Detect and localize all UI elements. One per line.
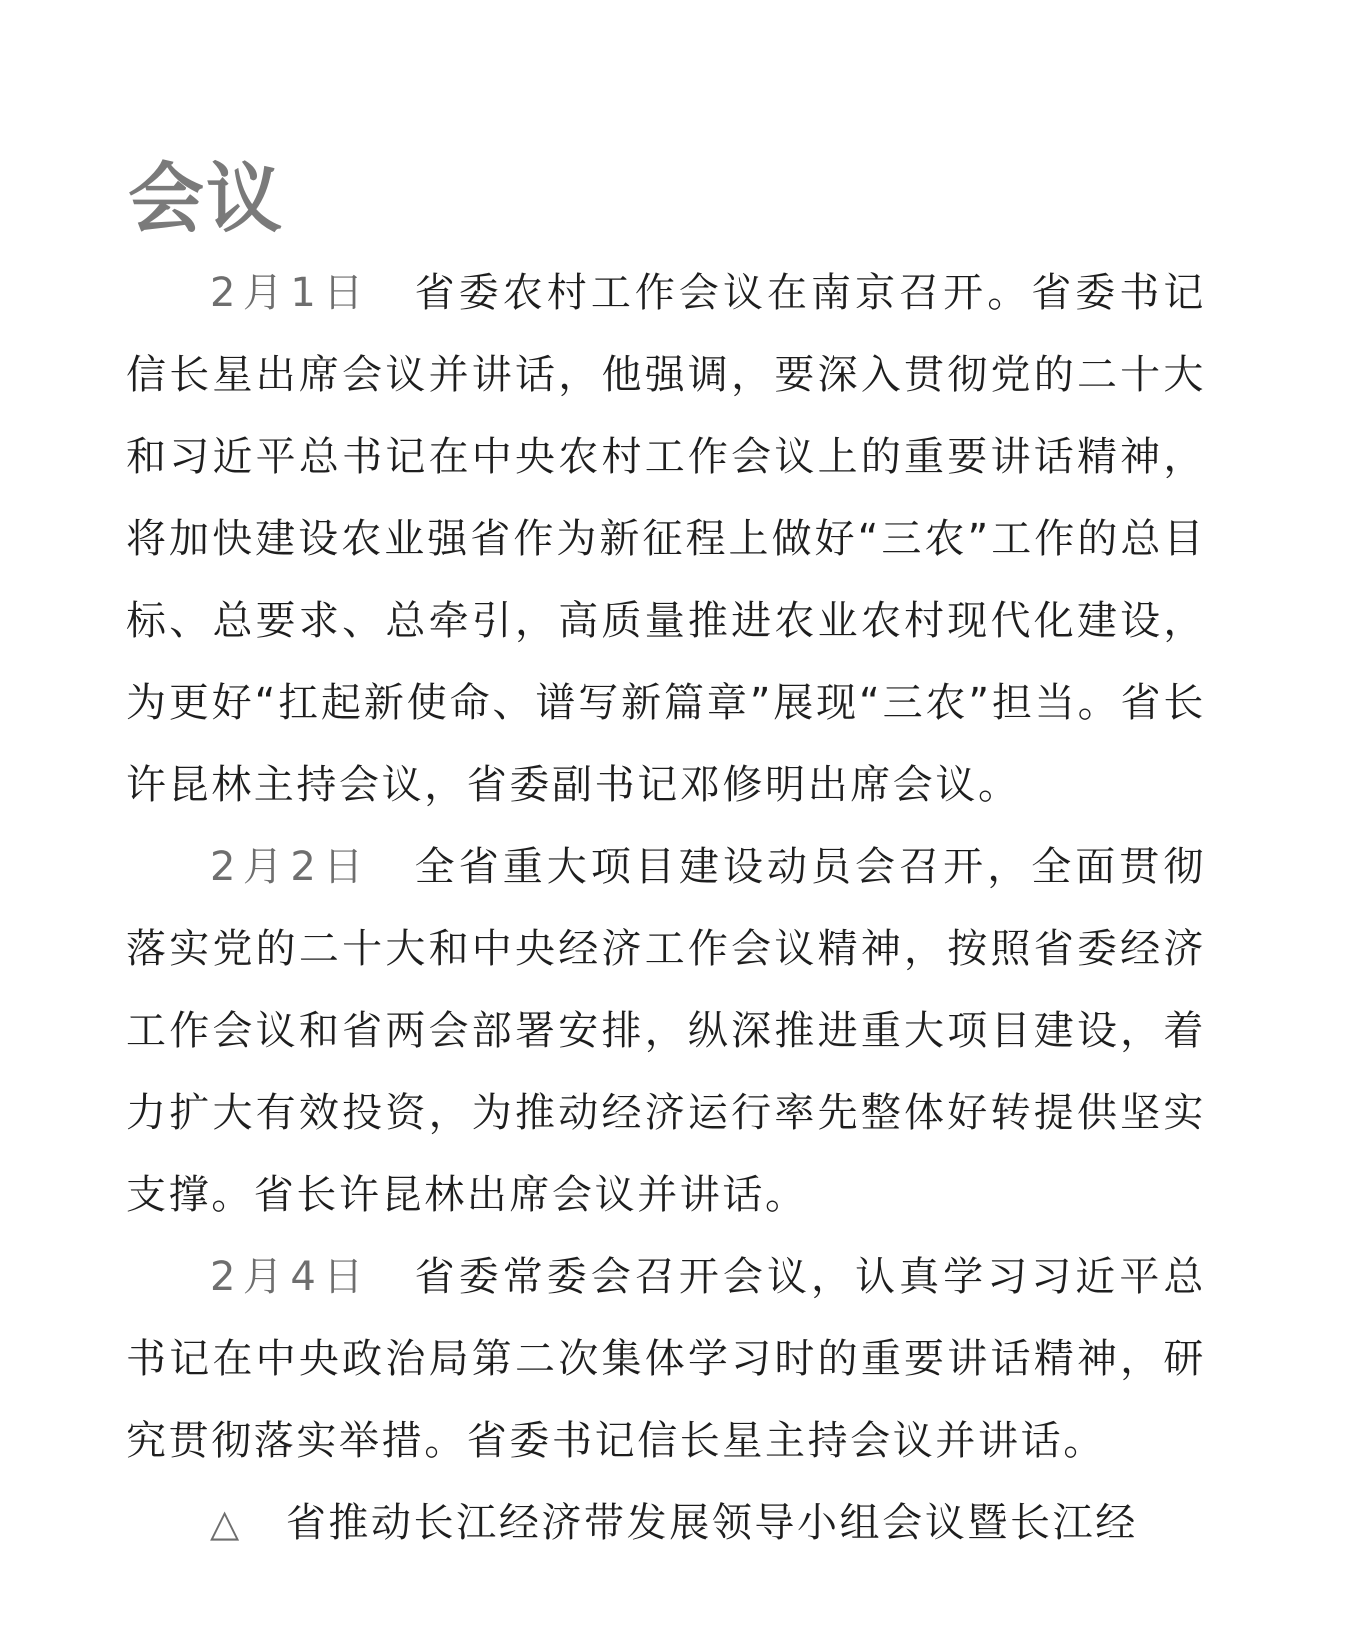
triangle-mark-icon: △ xyxy=(210,1501,242,1545)
entry-text: 省推动长江经济带发展领导小组会议暨长江经 xyxy=(285,1500,1138,1546)
section-title: 会议 xyxy=(128,153,284,243)
entry-feb-2 xyxy=(126,826,1206,1236)
entry-feb-4 xyxy=(126,1236,1206,1482)
entry-date: 2月4日 xyxy=(210,1254,371,1300)
entry-feb-4-continued xyxy=(126,1482,1206,1564)
entry-feb-1 xyxy=(126,252,1206,826)
entry-date: 2月1日 xyxy=(210,270,371,316)
entry-text: 省委常委会召开会议，认真学习习近平总书记在中央政治局第二次集体学习时的重要讲话精神，研究贯彻落实举措。省委书记信长星主持会议并讲话。 xyxy=(126,1254,1206,1464)
entry-text: 全省重大项目建设动员会召开，全面贯彻落实党的二十大和中央经济工作会议精神，按照省委经济工作会议和省两会部署安排，纵深推进重大项目建设，着力扩大有效投资，为推动经济运行率先整体好转提供坚实支撑。省长许昆林出席会议并讲话。 xyxy=(126,844,1206,1218)
entry-date: 2月2日 xyxy=(210,844,371,890)
meeting-entries xyxy=(126,252,1206,1564)
entry-text: 省委农村工作会议在南京召开。省委书记信长星出席会议并讲话，他强调，要深入贯彻党的二十大和习近平总书记在中央农村工作会议上的重要讲话精神，将加快建设农业强省作为新征程上做好“三农”工作的总目标、总要求、总牵引，高质量推进农业农村现代化建设，为更好“扛起新使命、谱写新篇章”展现“三农”担当。省长许昆林主持会议，省委副书记邓修明出席会议。 xyxy=(126,270,1206,808)
